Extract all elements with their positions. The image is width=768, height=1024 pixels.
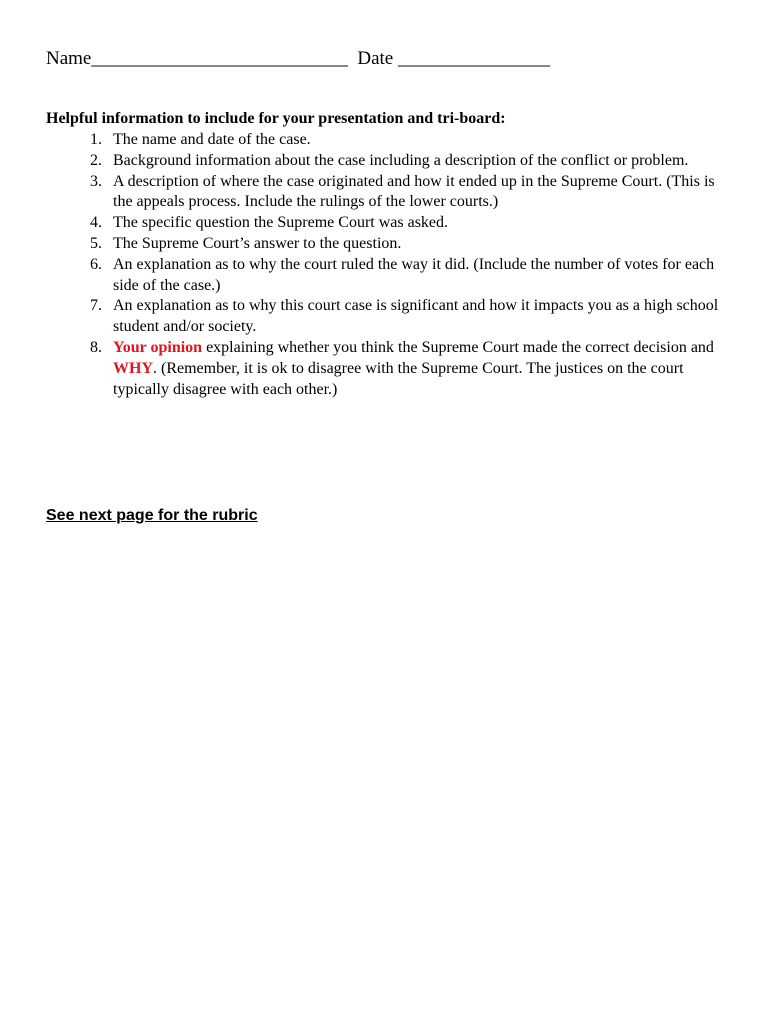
list-item-number: 3. bbox=[90, 172, 102, 190]
name-date-line: Name___________________________ Date ________________ bbox=[46, 48, 550, 69]
list-item bbox=[46, 172, 726, 214]
list-item bbox=[46, 296, 726, 338]
list-item-text: The Supreme Court’s answer to the question. bbox=[113, 234, 402, 252]
list-item-text: Background information about the case including a description of the conflict or problem. bbox=[113, 151, 689, 169]
why-emphasis: WHY bbox=[113, 359, 153, 377]
list-item-text: . (Remember, it is ok to disagree with the Supreme Court. The justices on the court typically disagree with each other.) bbox=[113, 359, 684, 398]
list-item-text: The specific question the Supreme Court was asked. bbox=[113, 214, 449, 232]
list-item-number: 2. bbox=[90, 151, 102, 169]
list-item bbox=[46, 234, 726, 255]
list-item-number: 8. bbox=[90, 338, 102, 356]
list-item-number: 1. bbox=[90, 131, 102, 148]
list-item-text: An explanation as to why the court ruled the way it did. (Include the number of votes for each side of the case.) bbox=[113, 255, 715, 294]
list-item-text: The name and date of the case. bbox=[113, 131, 311, 148]
list-item bbox=[46, 151, 726, 172]
list-item-text: A description of where the case originated and how it ended up in the Supreme Court. (This is the appeals process. Include the rulings of the lower courts.) bbox=[113, 172, 715, 211]
opinion-emphasis: Your opinion bbox=[113, 338, 203, 356]
list-item bbox=[46, 130, 726, 151]
list-item-number: 6. bbox=[90, 255, 102, 273]
list-item-number: 7. bbox=[90, 297, 102, 315]
list-item bbox=[46, 213, 726, 234]
list-item bbox=[46, 338, 726, 400]
list-item-number: 4. bbox=[90, 214, 102, 232]
rubric-note: See next page for the rubric bbox=[46, 507, 258, 524]
list-item-number: 5. bbox=[90, 234, 102, 252]
list-item-text: explaining whether you think the Supreme Court made the correct decision and bbox=[202, 338, 714, 356]
list-item-text: An explanation as to why this court case is significant and how it impacts you as a high school student and/or society. bbox=[113, 297, 719, 336]
instructions-heading: Helpful information to include for your presentation and tri-board: bbox=[46, 110, 506, 127]
list-item bbox=[46, 255, 726, 297]
instructions-list bbox=[46, 130, 726, 400]
